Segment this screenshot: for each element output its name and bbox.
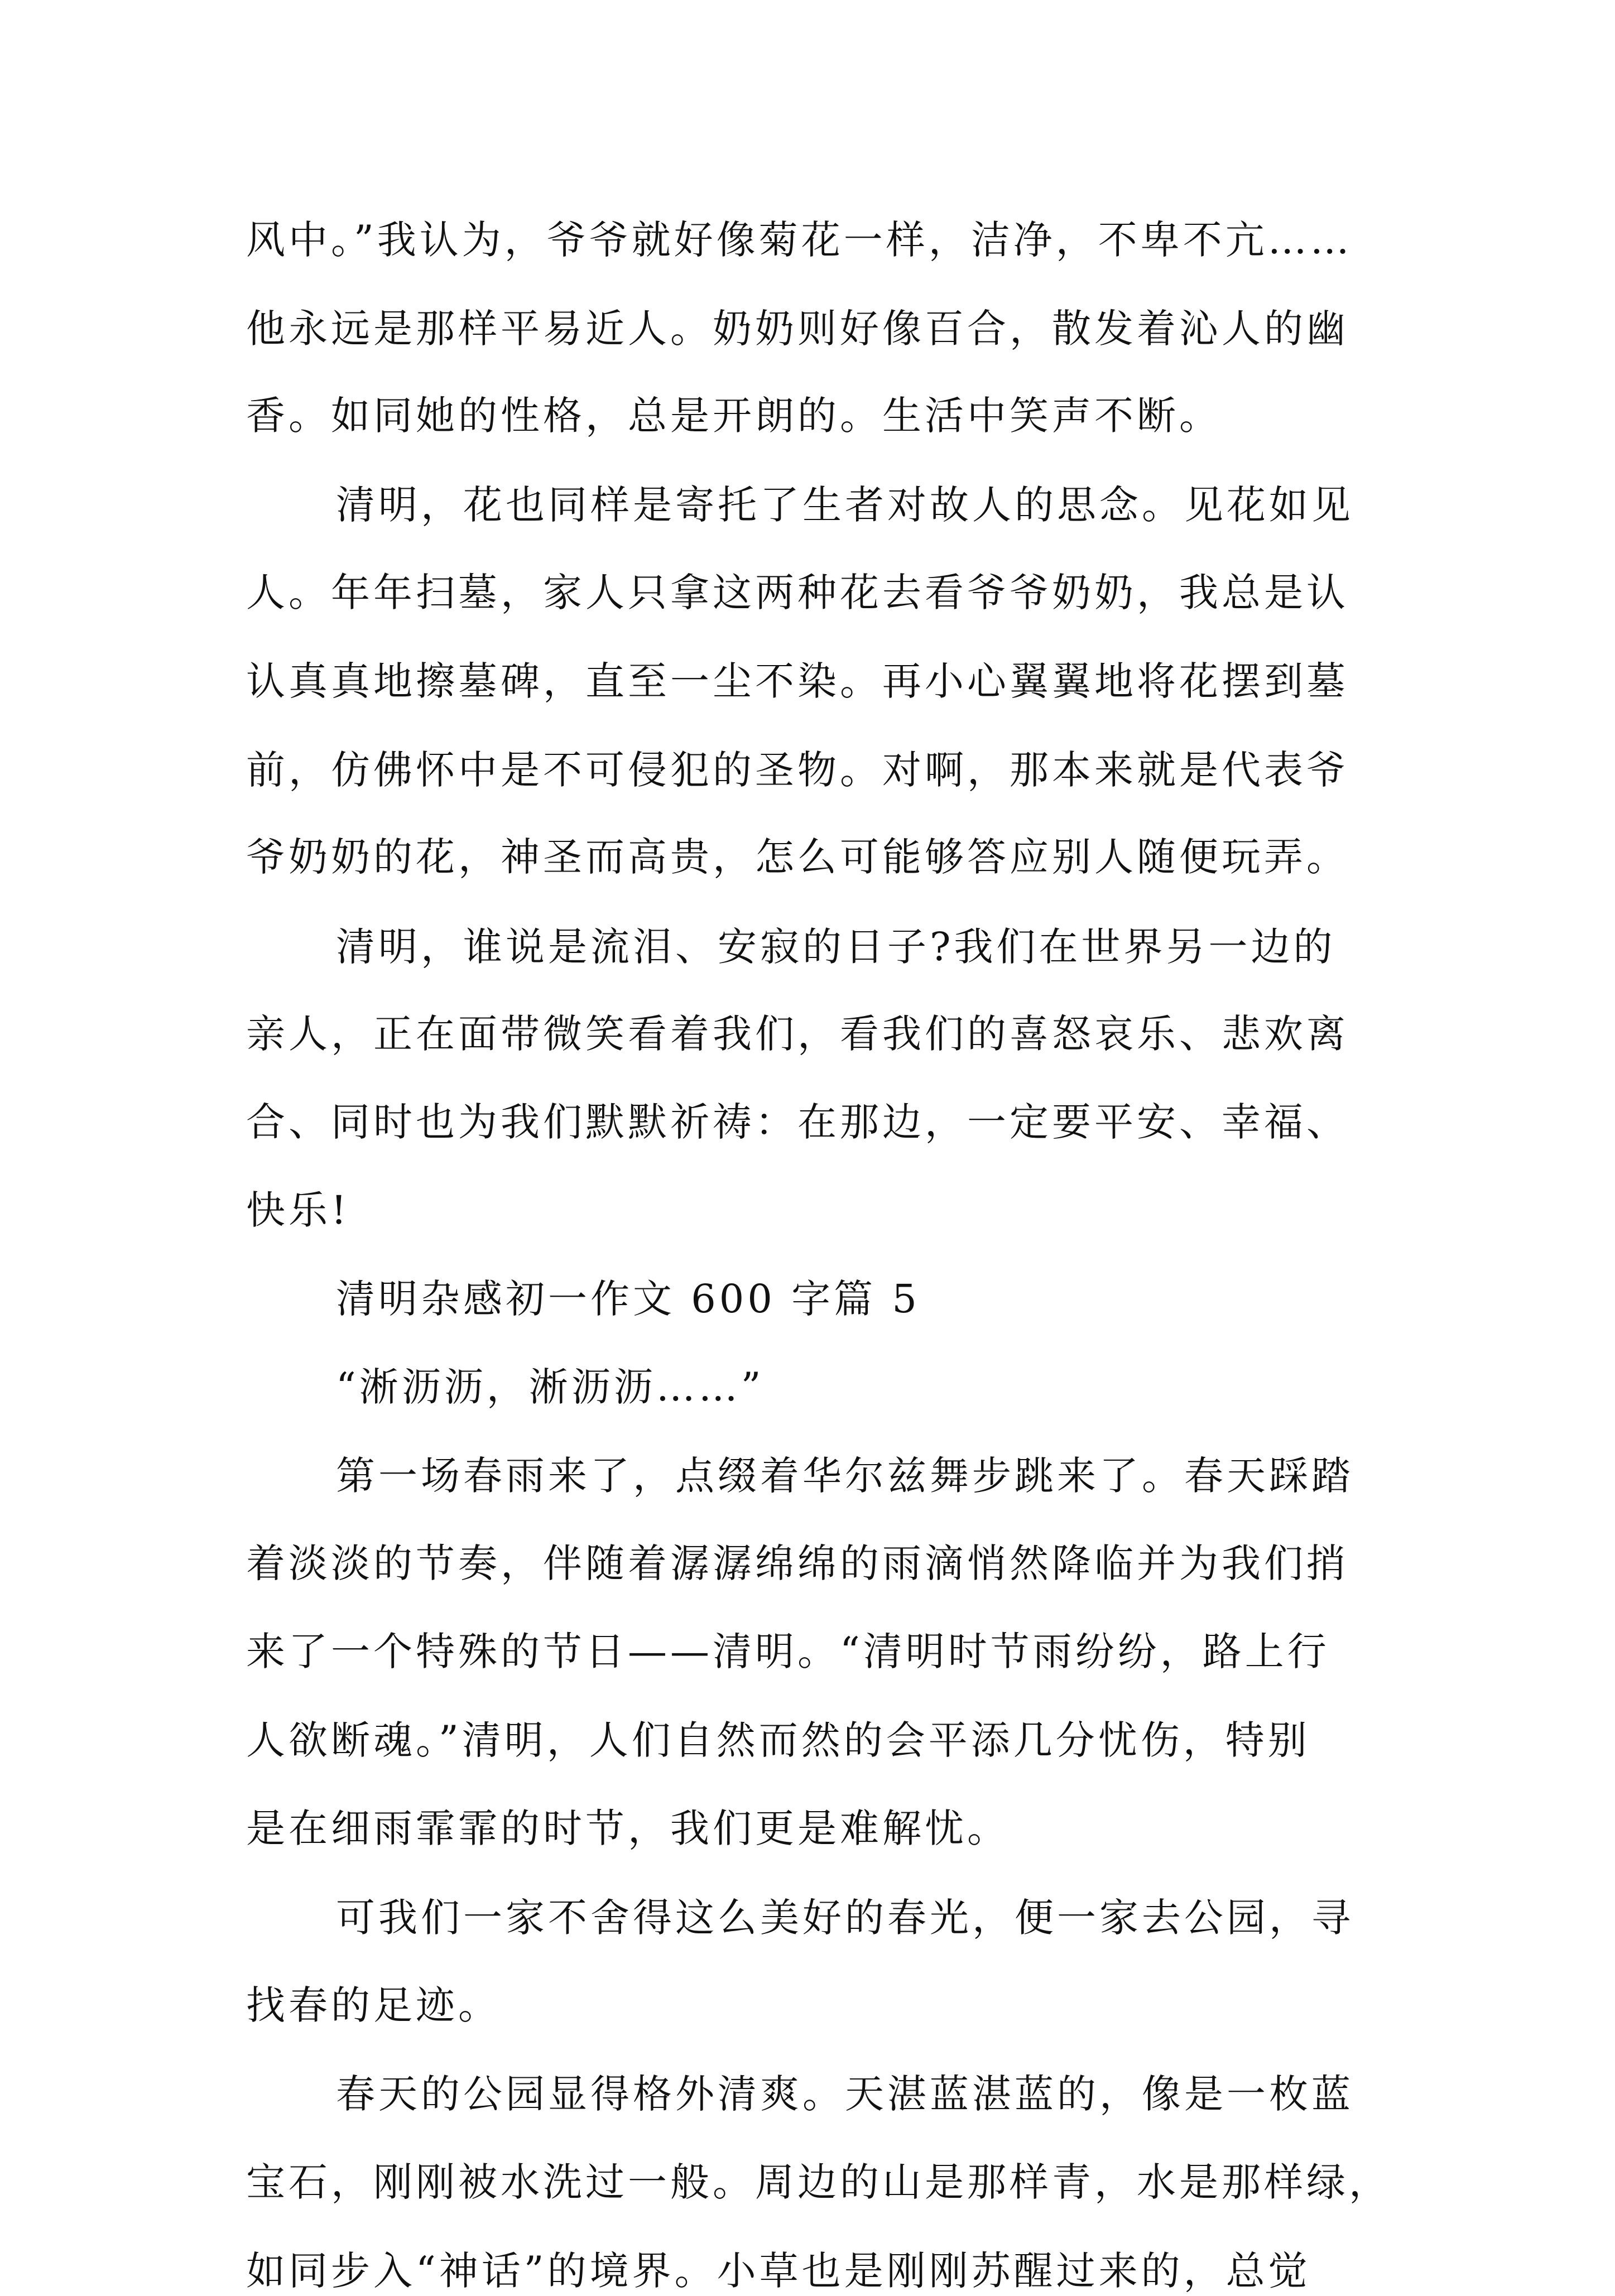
paragraph-line: 他永远是那样平易近人。奶奶则好像百合，散发着沁人的幽 bbox=[246, 306, 1349, 352]
paragraph-line: 快乐! bbox=[246, 1187, 350, 1233]
paragraph-line: 人。年年扫墓，家人只拿这两种花去看爷爷奶奶，我总是认 bbox=[246, 570, 1349, 615]
paragraph-line: 香。如同她的性格，总是开朗的。生活中笑声不断。 bbox=[246, 393, 1222, 439]
paragraph-line: 风中。”我认为，爷爷就好像菊花一样，洁净，不卑不亢…… bbox=[246, 217, 1353, 263]
paragraph-line: 宝石，刚刚被水洗过一般。周边的山是那样青，水是那样绿， bbox=[246, 2159, 1391, 2205]
paragraph-line: 前，仿佛怀中是不可侵犯的圣物。对啊，那本来就是代表爷 bbox=[246, 747, 1349, 793]
section-heading: 清明杂感初一作文 600 字篇 5 bbox=[336, 1276, 920, 1322]
paragraph-line: 亲人，正在面带微笑看着我们，看我们的喜怒哀乐、悲欢离 bbox=[246, 1011, 1349, 1057]
paragraph-line: 着淡淡的节奏，伴随着潺潺绵绵的雨滴悄然降临并为我们捎 bbox=[246, 1541, 1349, 1586]
paragraph-line: 人欲断魂。”清明，人们自然而然的会平添几分忧伤，特别 bbox=[246, 1717, 1310, 1763]
paragraph-line: 爷奶奶的花，神圣而高贵，怎么可能够答应别人随便玩弄。 bbox=[246, 834, 1349, 880]
paragraph-line: 春天的公园显得格外清爽。天湛蓝湛蓝的，像是一枚蓝 bbox=[336, 2071, 1354, 2117]
paragraph-line: 第一场春雨来了，点缀着华尔兹舞步跳来了。春天踩踏 bbox=[336, 1453, 1354, 1499]
paragraph-line: 是在细雨霏霏的时节，我们更是难解忧。 bbox=[246, 1806, 1010, 1851]
paragraph-line: 如同步入“神话”的境界。小草也是刚刚苏醒过来的，总觉 bbox=[246, 2248, 1311, 2294]
paragraph-line: “淅沥沥，淅沥沥……” bbox=[336, 1364, 765, 1410]
paragraph-line: 来了一个特殊的节日——清明。“清明时节雨纷纷，路上行 bbox=[246, 1629, 1330, 1674]
paragraph-line: 认真真地擦墓碑，直至一尘不染。再小心翼翼地将花摆到墓 bbox=[246, 658, 1349, 704]
paragraph-line: 找春的足迹。 bbox=[246, 1982, 501, 2028]
paragraph-line: 合、同时也为我们默默祈祷：在那边，一定要平安、幸福、 bbox=[246, 1099, 1349, 1145]
paragraph-line: 可我们一家不舍得这么美好的春光，便一家去公园，寻 bbox=[336, 1895, 1354, 1941]
paragraph-line: 清明，花也同样是寄托了生者对故人的思念。见花如见 bbox=[336, 482, 1354, 528]
paragraph-line: 清明，谁说是流泪、安寂的日子?我们在世界另一边的 bbox=[336, 924, 1336, 970]
